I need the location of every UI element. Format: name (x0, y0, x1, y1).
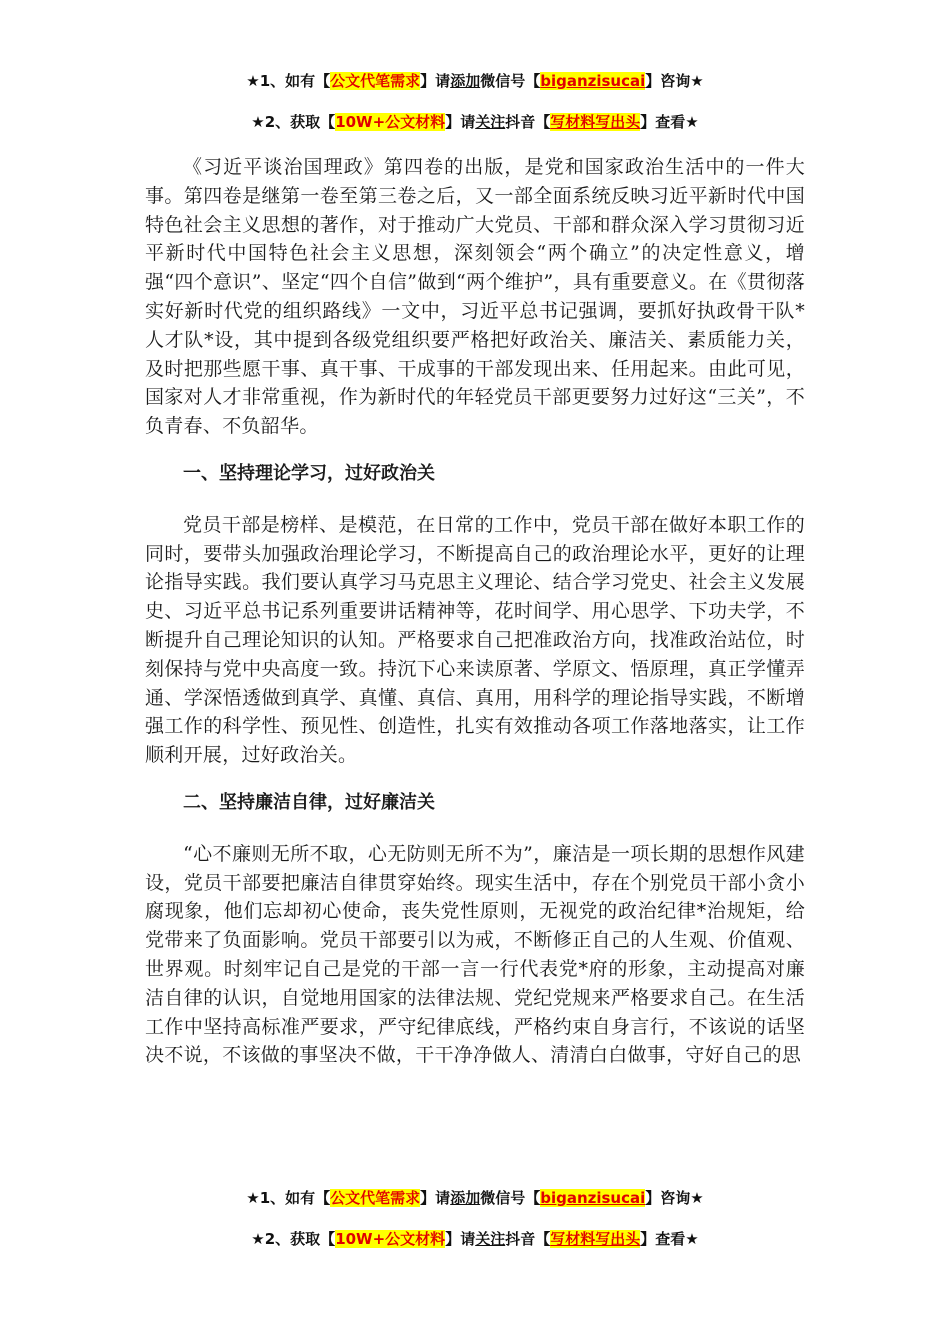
banner-text: ★2、获取【 (251, 113, 336, 131)
banner-highlight: 公文代笔需求 (330, 1189, 421, 1207)
banner-underline: 关注 (475, 113, 506, 131)
document-body (145, 153, 805, 1070)
banner-underline: 添加 (450, 1189, 481, 1207)
banner-wechat-id: biganzisucai (540, 1189, 646, 1207)
banner-text: 抖音【 (505, 1230, 551, 1248)
banner-highlight: 10W+公文材料 (335, 113, 446, 131)
banner-highlight: 10W+公文材料 (335, 1230, 446, 1248)
bottom-banner-line-2 (0, 1228, 950, 1249)
section-1-paragraph: 党员干部是榜样、是模范，在日常的工作中，党员干部在做好本职工作的同时，要带头加强政治理论学习，不断提高自己的政治理论水平，更好的让理论指导实践。我们要认真学习马克思主义理论、结合学习党史、社会主义发展史、习近平总书记系列重要讲话精神等，花时间学、用心思学、下功夫学，不断提升自己理论知识的认知。严格要求自己把准政治方向，找准政治站位，时刻保持与党中央高度一致。持沉下心来读原著、学原文、悟原理，真正学懂弄通、学深悟透做到真学、真懂、真信、真用，用科学的理论指导实践，不断增强工作的科学性、预见性、创造性，扎实有效推动各项工作落地落实，让工作顺利开展，过好政治关。 (145, 513, 805, 767)
banner-douyin-id: 写材料写出头 (550, 1230, 641, 1248)
banner-underline: 添加 (450, 72, 481, 90)
banner-text: ★2、获取【 (251, 1230, 336, 1248)
banner-text: ★1、如有【 (246, 72, 331, 90)
banner-wechat-id: biganzisucai (540, 72, 646, 90)
section-2-paragraph: “心不廉则无所不取，心无防则无所不为”，廉洁是一项长期的思想作风建设，党员干部要把廉洁自律贯穿始终。现实生活中，存在个别党员干部小贪小腐现象，他们忘却初心使命，丧失党性原则，无视党的政治纪律*治规矩，给党带来了负面影响。党员干部要引以为戒，不断修正自己的人生观、价值观、世界观。时刻牢记自己是党的干部一言一行代表党*府的形象，主动提高对廉洁自律的认识，自觉地用国家的法律法规、党纪党规来严格要求自己。在生活工作中坚持高标准严要求，严守纪律底线，严格约束自身言行，不该说的话坚决不说，不该做的事坚决不做，干干净净做人、清清白白做事，守好自己的思 (145, 842, 805, 1067)
banner-text: 】咨询★ (645, 72, 704, 90)
banner-text: 微信号【 (480, 72, 541, 90)
banner-highlight: 公文代笔需求 (330, 72, 421, 90)
banner-text: 】请 (420, 72, 451, 90)
intro-paragraph: 《习近平谈治国理政》第四卷的出版，是党和国家政治生活中的一件大事。第四卷是继第一卷至第三卷之后，又一部全面系统反映习近平新时代中国特色社会主义思想的著作，对于推动广大党员、干部和群众深入学习贯彻习近平新时代中国特色社会主义思想，深刻领会“两个确立”的决定性意义，增强“四个意识”、坚定“四个自信”做到“两个维护”，具有重要意义。在《贯彻落实好新时代党的组织路线》一文中，习近平总书记强调，要抓好执政骨干队*人才队*设，其中提到各级党组织要严格把好政治关、廉洁关、素质能力关，及时把那些愿干事、真干事、干成事的干部发现出来、任用起来。由此可见，国家对人才非常重视，作为新时代的年轻党员干部更要努力过好这“三关”，不负青春、不负韶华。 (145, 156, 805, 438)
banner-text: 】咨询★ (645, 1189, 704, 1207)
banner-underline: 关注 (475, 1230, 506, 1248)
banner-text: 】请 (445, 113, 476, 131)
section-heading-2: 二、坚持廉洁自律，过好廉洁关 (183, 791, 435, 813)
top-banner-line-2 (0, 111, 950, 132)
banner-text: 微信号【 (480, 1189, 541, 1207)
banner-text: 】请 (420, 1189, 451, 1207)
banner-text: ★1、如有【 (246, 1189, 331, 1207)
banner-douyin-id: 写材料写出头 (550, 113, 641, 131)
top-banner-line-1 (0, 70, 950, 91)
banner-text: 】请 (445, 1230, 476, 1248)
banner-text: 抖音【 (505, 113, 551, 131)
banner-text: 】查看★ (640, 113, 699, 131)
banner-text: 】查看★ (640, 1230, 699, 1248)
bottom-banner-line-1 (0, 1187, 950, 1208)
section-heading-1: 一、坚持理论学习，过好政治关 (183, 462, 435, 484)
